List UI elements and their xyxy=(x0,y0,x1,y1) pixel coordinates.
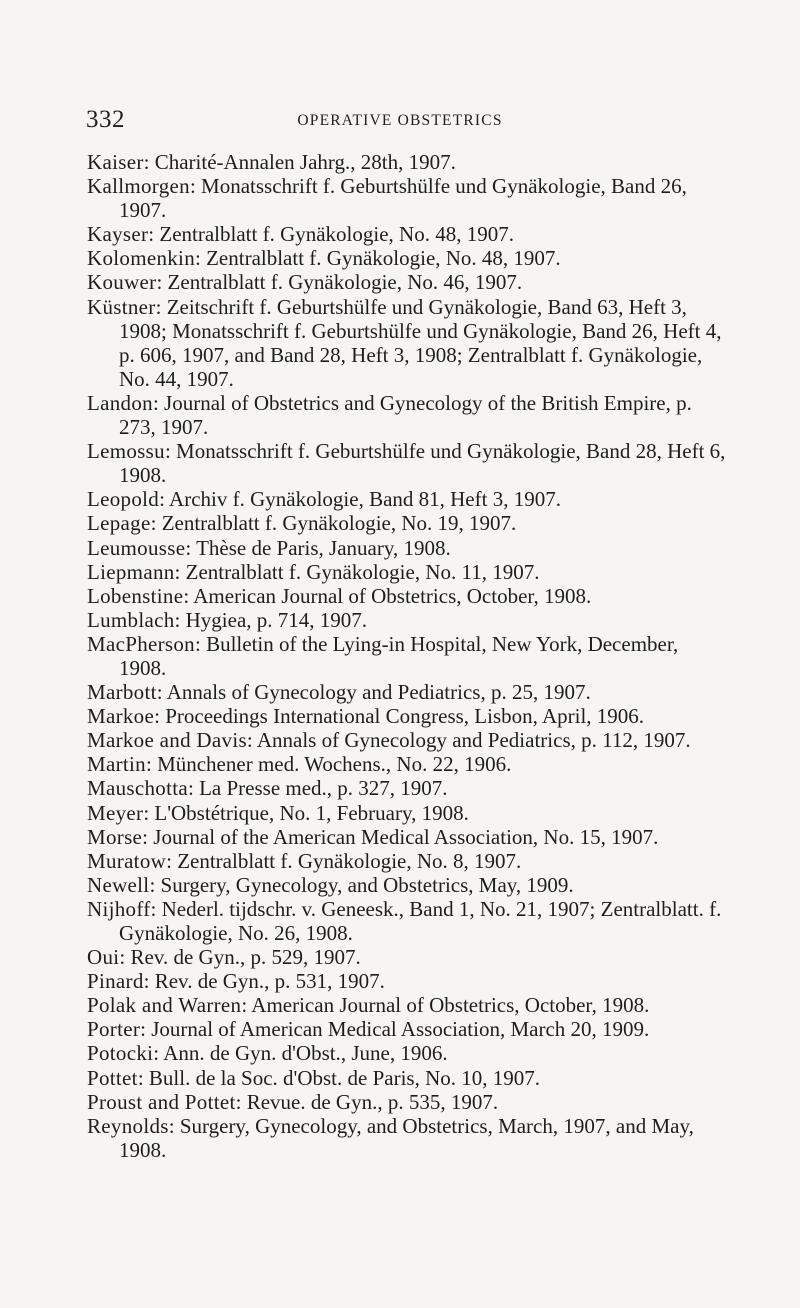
reference-author: Leumousse xyxy=(87,535,186,560)
reference-entry: Kayser: Zentralblatt f. Gynäkologie, No. 48, 1907. xyxy=(87,222,514,247)
running-head: OPERATIVE OBSTETRICS xyxy=(297,112,503,129)
reference-entry: Muratow: Zentralblatt f. Gynäkologie, No. 8, 1907. xyxy=(87,848,522,873)
reference-author: Newell xyxy=(87,872,150,897)
reference-author: Liepmann xyxy=(87,559,175,584)
reference-citation: Archiv f. Gynäkologie, Band 81, Heft 3, 1907. xyxy=(169,487,561,512)
reference-citation: Surgery, Gynecology, and Obstetrics, May, 1909. xyxy=(160,872,574,897)
reference-author: Marbott xyxy=(87,680,157,705)
reference-citation: Ann. de Gyn. d'Obst., June, 1906. xyxy=(163,1041,448,1066)
reference-citation: Journal of the American Medical Association, No. 15, 1907. xyxy=(153,824,659,849)
reference-author: Morse xyxy=(87,824,143,849)
reference-author: Pottet xyxy=(87,1065,138,1090)
reference-entry: Markoe: Proceedings International Congress, Lisbon, April, 1906. xyxy=(87,704,645,729)
reference-citation: Monatsschrift f. Geburtshülfe und Gynäkologie, Band 26, 1907. xyxy=(119,174,687,223)
reference-citation: Münchener med. Wochens., No. 22, 1906. xyxy=(157,752,512,777)
reference-author: Muratow xyxy=(87,848,167,873)
reference-author: Markoe and Davis xyxy=(87,728,247,753)
reference-entry: Potocki: Ann. de Gyn. d'Obst., June, 1906. xyxy=(87,1041,448,1066)
reference-entry: Pinard: Rev. de Gyn., p. 531, 1907. xyxy=(87,969,385,994)
reference-author: Lobenstine xyxy=(87,583,184,608)
reference-author: Markoe xyxy=(87,704,155,729)
reference-author: Kouwer xyxy=(87,270,157,295)
reference-citation: Zentralblatt f. Gynäkologie, No. 48, 1907. xyxy=(206,246,561,271)
reference-author: Oui xyxy=(87,945,120,970)
reference-citation: Annals of Gynecology and Pediatrics, p. 112, 1907. xyxy=(256,728,691,753)
reference-author: Martin xyxy=(87,752,146,777)
reference-author: Polak and Warren xyxy=(87,993,242,1018)
reference-citation: Bulletin of the Lying-in Hospital, New York, December, 1908. xyxy=(119,631,679,680)
reference-entry: Porter: Journal of American Medical Association, March 20, 1909. xyxy=(87,1017,650,1042)
reference-list xyxy=(87,150,727,1162)
reference-citation: Charité-Annalen Jahrg., 28th, 1907. xyxy=(154,150,456,174)
reference-entry: Küstner: Zeitschrift f. Geburtshülfe und Gynäkologie, Band 63, Heft 3, 1908; Monatsschrift f. Geburtshülfe und Gynäkologie, Band 26, Heft 4, p. 606, 1907, and Band 28, Heft 3, 1908; Zentralblatt f. Gynäkologie, No. 44, 1907. xyxy=(87,294,722,391)
reference-citation: Zentralblatt f. Gynäkologie, No. 48, 1907. xyxy=(159,222,514,247)
reference-author: Reynolds xyxy=(87,1113,169,1138)
reference-author: Kaiser xyxy=(87,150,144,174)
reference-entry: Morse: Journal of the American Medical Association, No. 15, 1907. xyxy=(87,824,659,849)
reference-citation: La Presse med., p. 327, 1907. xyxy=(199,776,448,801)
reference-entry: Kaiser: Charité-Annalen Jahrg., 28th, 1907. xyxy=(87,150,456,174)
reference-entry: Meyer: L'Obstétrique, No. 1, February, 1908. xyxy=(87,800,469,825)
reference-citation: Monatsschrift f. Geburtshülfe und Gynäkologie, Band 28, Heft 6, 1908. xyxy=(119,439,726,488)
reference-entry: Lobenstine: American Journal of Obstetrics, October, 1908. xyxy=(87,583,592,608)
reference-citation: Rev. de Gyn., p. 531, 1907. xyxy=(154,969,385,994)
reference-citation: L'Obstétrique, No. 1, February, 1908. xyxy=(154,800,469,825)
reference-entry: Landon: Journal of Obstetrics and Gynecology of the British Empire, p. 273, 1907. xyxy=(87,390,692,440)
page-header xyxy=(86,106,714,136)
reference-entry: MacPherson: Bulletin of the Lying-in Hospital, New York, December, 1908. xyxy=(87,631,679,680)
reference-citation: American Journal of Obstetrics, October, 1908. xyxy=(193,583,592,608)
reference-citation: Nederl. tijdschr. v. Geneesk., Band 1, No. 21, 1907; Zentralblatt. f. Gynäkologie, No. 26, 1908. xyxy=(119,896,722,945)
reference-entry: Pottet: Bull. de la Soc. d'Obst. de Paris, No. 10, 1907. xyxy=(87,1065,541,1090)
reference-entry: Reynolds: Surgery, Gynecology, and Obstetrics, March, 1907, and May, 1908. xyxy=(87,1113,694,1162)
reference-author: Potocki xyxy=(87,1041,154,1066)
reference-entry: Oui: Rev. de Gyn., p. 529, 1907. xyxy=(87,945,361,970)
reference-citation: Thèse de Paris, January, 1908. xyxy=(196,535,451,560)
reference-citation: Rev. de Gyn., p. 529, 1907. xyxy=(130,945,361,970)
reference-author: Küstner xyxy=(87,294,156,319)
reference-citation: Hygiea, p. 714, 1907. xyxy=(185,607,368,632)
reference-entry: Newell: Surgery, Gynecology, and Obstetrics, May, 1909. xyxy=(87,872,574,897)
reference-author: Kayser xyxy=(87,222,149,247)
reference-citation: Zentralblatt f. Gynäkologie, No. 46, 1907. xyxy=(167,270,523,295)
reference-citation: Bull. de la Soc. d'Obst. de Paris, No. 10, 1907. xyxy=(148,1065,541,1090)
reference-author: Lemossu xyxy=(87,439,165,464)
reference-author: Lepage xyxy=(87,511,151,536)
reference-entry: Mauschotta: La Presse med., p. 327, 1907. xyxy=(87,776,448,801)
reference-entry: Lumblach: Hygiea, p. 714, 1907. xyxy=(87,607,368,632)
reference-entry: Kouwer: Zentralblatt f. Gynäkologie, No. 46, 1907. xyxy=(87,270,523,295)
reference-author: Proust and Pottet xyxy=(87,1089,236,1114)
reference-citation: Zentralblatt f. Gynäkologie, No. 19, 1907. xyxy=(161,511,517,536)
reference-entry: Proust and Pottet: Revue. de Gyn., p. 535, 1907. xyxy=(87,1089,499,1114)
reference-entry: Markoe and Davis: Annals of Gynecology and Pediatrics, p. 112, 1907. xyxy=(87,728,691,753)
reference-author: Mauschotta xyxy=(87,776,188,801)
reference-entry: Nijhoff: Nederl. tijdschr. v. Geneesk., Band 1, No. 21, 1907; Zentralblatt. f. Gynäkologie, No. 26, 1908. xyxy=(87,896,722,945)
reference-author: Leopold xyxy=(87,487,160,512)
reference-entry: Polak and Warren: American Journal of Obstetrics, October, 1908. xyxy=(87,993,650,1018)
reference-entry: Leopold: Archiv f. Gynäkologie, Band 81, Heft 3, 1907. xyxy=(87,487,561,512)
reference-entry: Martin: Münchener med. Wochens., No. 22, 1906. xyxy=(87,752,512,777)
reference-citation: Surgery, Gynecology, and Obstetrics, March, 1907, and May, 1908. xyxy=(119,1113,694,1162)
reference-entry: Leumousse: Thèse de Paris, January, 1908. xyxy=(87,535,451,560)
reference-author: Meyer xyxy=(87,800,144,825)
reference-author: Pinard xyxy=(87,969,144,994)
reference-citation: Annals of Gynecology and Pediatrics, p. 25, 1907. xyxy=(166,680,591,705)
reference-author: Kolomenkin xyxy=(87,246,195,271)
reference-entry: Lemossu: Monatsschrift f. Geburtshülfe und Gynäkologie, Band 28, Heft 6, 1908. xyxy=(87,439,726,488)
reference-citation: Proceedings International Congress, Lisbon, April, 1906. xyxy=(165,704,645,729)
reference-citation: Journal of American Medical Association, March 20, 1909. xyxy=(151,1017,650,1042)
reference-citation: Journal of Obstetrics and Gynecology of the British Empire, p. 273, 1907. xyxy=(119,390,692,440)
reference-author: Lumblach xyxy=(87,607,175,632)
page-number: 332 xyxy=(86,106,125,133)
reference-author: Nijhoff xyxy=(87,896,151,921)
reference-author: Landon xyxy=(87,390,153,415)
reference-entry: Lepage: Zentralblatt f. Gynäkologie, No. 19, 1907. xyxy=(87,511,517,536)
reference-citation: Zentralblatt f. Gynäkologie, No. 11, 1907. xyxy=(185,559,540,584)
reference-citation: Zeitschrift f. Geburtshülfe und Gynäkologie, Band 63, Heft 3, 1908; Monatsschrift f. Geburtshülfe und Gynäkologie, Band 26, Heft 4, p. 606, 1907, and Band 28, Heft 3, 1908; Zentralblatt f. Gynäkologie, No. 44, 1907. xyxy=(119,294,722,391)
reference-citation: Zentralblatt f. Gynäkologie, No. 8, 1907. xyxy=(177,848,522,873)
reference-author: MacPherson xyxy=(87,631,195,656)
reference-entry: Kallmorgen: Monatsschrift f. Geburtshülfe und Gynäkologie, Band 26, 1907. xyxy=(87,174,687,223)
reference-entry: Marbott: Annals of Gynecology and Pediatrics, p. 25, 1907. xyxy=(87,680,591,705)
reference-entry: Kolomenkin: Zentralblatt f. Gynäkologie, No. 48, 1907. xyxy=(87,246,561,271)
reference-entry: Liepmann: Zentralblatt f. Gynäkologie, No. 11, 1907. xyxy=(87,559,540,584)
reference-author: Porter xyxy=(87,1017,141,1042)
reference-citation: Revue. de Gyn., p. 535, 1907. xyxy=(246,1089,499,1114)
reference-author: Kallmorgen xyxy=(87,174,190,199)
reference-citation: American Journal of Obstetrics, October, 1908. xyxy=(251,993,650,1018)
